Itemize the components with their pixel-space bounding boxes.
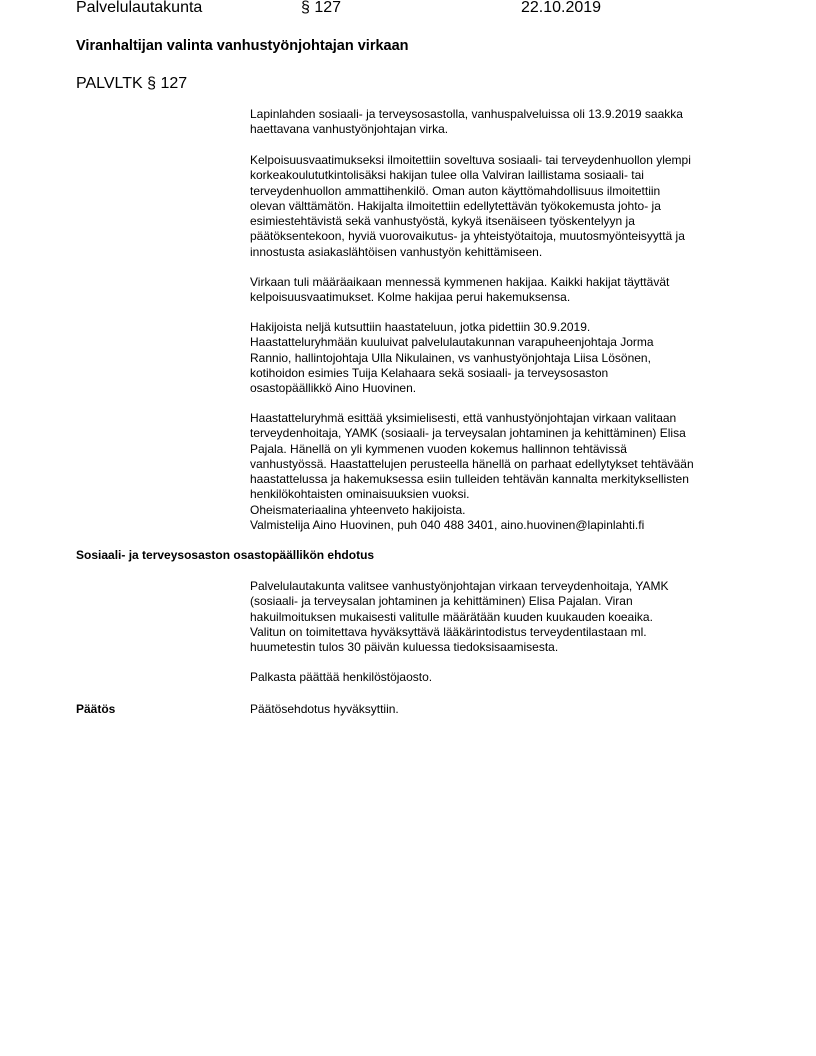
- text-line: haettavana vanhustyönjohtajan virka.: [250, 122, 449, 137]
- qualification-paragraph: [250, 153, 750, 260]
- text-line: Palkasta päättää henkilöstöjaosto.: [250, 670, 433, 684]
- header-section-number: § 127: [301, 0, 342, 16]
- text-line: esimiestehtävistä sekä vanhustyöstä, kykyä itsenäiseen työskentelyyn ja: [250, 214, 635, 229]
- text-line: Valmistelija Aino Huovinen, puh 040 488 3401, aino.huovinen@lapinlahti.fi: [250, 518, 645, 533]
- text-line: osastopäällikkö Aino Huovinen.: [250, 381, 417, 396]
- text-line: innostusta asiakaslähtöisen vanhustyön kehittämiseen.: [250, 244, 543, 259]
- text-line: Valitun on toimitettava hyväksyttävä lääkärintodistus terveydentilastaan ml.: [250, 624, 647, 639]
- text-line: hakuilmoituksen mukaisesti valitulle määrätään kuuden kuukauden koeaika.: [250, 609, 653, 624]
- proposal-paragraph: [250, 579, 750, 655]
- document-title: Viranhaltijan valinta vanhustyönjohtajan virkaan: [76, 38, 409, 54]
- text-line: korkeakoulututkintolisäksi hakijan tulee olla Valviran laillistama sosiaali- tai: [250, 168, 644, 183]
- text-line: olevan välttämätön. Hakijalta ilmoitettiin edellytettävän työkokemusta johto- ja: [250, 198, 661, 213]
- text-line: Pajala. Hänellä on yli kymmenen vuoden kokemus hallinnon tehtävissä: [250, 441, 627, 456]
- applicants-paragraph: [250, 275, 750, 306]
- salary-paragraph: [250, 670, 750, 685]
- text-line: Rannio, hallintojohtaja Ulla Nikulainen, vs vanhustyönjohtaja Liisa Lösönen,: [250, 350, 651, 365]
- text-line: Hakijoista neljä kutsuttiin haastateluun, jotka pidettiin 30.9.2019.: [250, 320, 591, 334]
- text-line: päätöksentekoon, hyviä vuorovaikutus- ja yhteistyötaitoja, muutosmyönteisyyttä ja: [250, 229, 685, 244]
- text-line: Palvelulautakunta valitsee vanhustyönjohtajan virkaan terveydenhoitaja, YAMK: [250, 579, 669, 593]
- decision-heading: Päätös: [76, 702, 116, 716]
- text-line: Lapinlahden sosiaali- ja terveysosastolla, vanhuspalveluissa oli 13.9.2019 saakka: [250, 107, 683, 121]
- text-line: (sosiaali- ja terveysalan johtaminen ja kehittäminen) Elisa Pajalan. Viran: [250, 594, 633, 609]
- header-committee: Palvelulautakunta: [76, 0, 203, 16]
- decision-text: [250, 702, 750, 717]
- text-line: kelpoisuusvaatimukset. Kolme hakijaa perui hakemuksensa.: [250, 290, 571, 305]
- interview-paragraph: [250, 320, 750, 396]
- section-reference: PALVLTK § 127: [76, 75, 188, 92]
- text-line: Haastatteluryhmä esittää yksimielisesti, että vanhustyönjohtajan virkaan valitaan: [250, 411, 677, 425]
- text-line: Haastatteluryhmään kuuluivat palvelulautakunnan varapuheenjohtaja Jorma: [250, 335, 654, 350]
- text-line: Virkaan tuli määräaikaan mennessä kymmenen hakijaa. Kaikki hakijat täyttävät: [250, 275, 670, 289]
- text-line: kotihoidon esimies Tuija Kelahaara sekä sosiaali- ja terveysosaston: [250, 365, 609, 380]
- text-line: terveydenhuollon ammattihenkilö. Oman auton käyttömahdollisuus ilmoitettiin: [250, 183, 661, 198]
- text-line: terveydenhoitaja, YAMK (sosiaali- ja terveysalan johtaminen ja kehittäminen) Elisa: [250, 426, 686, 441]
- header-date: 22.10.2019: [521, 0, 602, 16]
- text-line: Oheismateriaalina yhteenveto hakijoista.: [250, 502, 466, 517]
- text-line: henkilökohtaisten ominaisuuksien vuoksi.: [250, 487, 470, 502]
- text-line: Päätösehdotus hyväksyttiin.: [250, 702, 399, 716]
- proposal-heading: Sosiaali- ja terveysosaston osastopäällikön ehdotus: [76, 548, 375, 562]
- text-line: huumetestin tulos 30 päivän kuluessa tiedoksisaamisesta.: [250, 640, 559, 655]
- text-line: haastattelussa ja hakemuksessa esiin tulleiden tehtävän kannalta merkityksellisten: [250, 472, 689, 487]
- preparation-text: [250, 107, 750, 138]
- text-line: vanhustyössä. Haastattelujen perusteella hänellä on parhaat edellytykset tehtävään: [250, 456, 694, 471]
- text-line: Kelpoisuusvaatimukseksi ilmoitettiin soveltuva sosiaali- tai terveydenhuollon ylempi: [250, 153, 691, 167]
- recommendation-paragraph: [250, 411, 750, 533]
